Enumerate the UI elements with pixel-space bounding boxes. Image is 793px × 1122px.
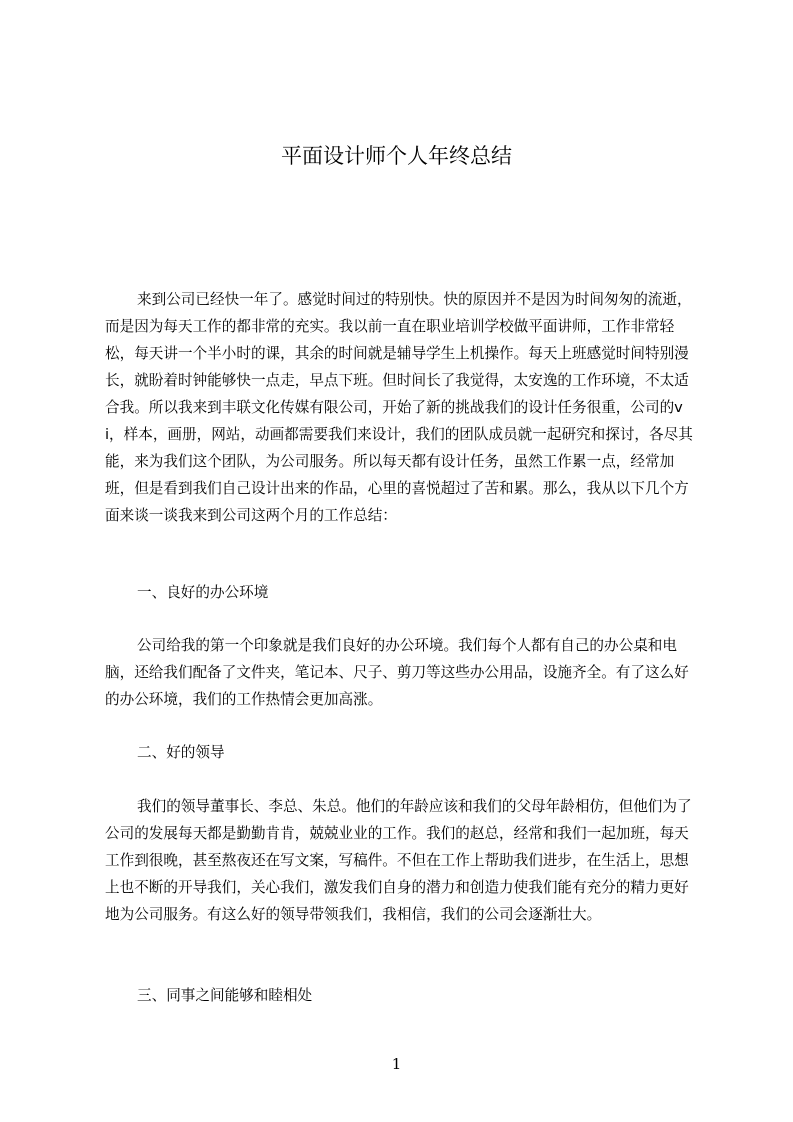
- document-title: 平面设计师个人年终总结: [281, 144, 512, 168]
- section-heading-office-environment: 一、良好的办公环境: [137, 584, 269, 601]
- page-number: 1: [391, 1055, 402, 1073]
- section-heading-colleagues: 三、同事之间能够和睦相处: [137, 987, 313, 1004]
- intro-paragraph: 来到公司已经快一年了。感觉时间过的特别快。快的原因并不是因为时间匆匆的流逝，而是因为每天工作的都非常的充实。我以前一直在职业培训学校做平面讲师，工作非常轻松，每天讲一个半小时的课，其余的时间就是辅导学生上机操作。每天上班感觉时间特别漫长，就盼着时钟能够快一点走，早点下班。但时间长了我觉得，太安逸的工作环境，不太适合我。所以我来到丰联文化传媒有限公司，开始了新的挑战我们的设计任务很重，公司的vi，样本，画册，网站，动画都需要我们来设计，我们的团队成员就一起研究和探讨，各尽其能，来为我们这个团队，为公司服务。所以每天都有设计任务，虽然工作累一点，经常加班，但是看到我们自己设计出来的作品，心里的喜悦超过了苦和累。那么，我从以下几个方面来谈一谈我来到公司这两个月的工作总结：: [105, 291, 693, 524]
- section-heading-good-leadership: 二、好的领导: [137, 744, 225, 761]
- good-leadership-paragraph: 我们的领导董事长、李总、朱总。他们的年龄应该和我们的父母年龄相仿，但他们为了公司的发展每天都是勤勤肯肯，兢兢业业的工作。我们的赵总，经常和我们一起加班，每天工作到很晚，甚至熬夜还在写文案，写稿件。不但在工作上帮助我们进步，在生活上，思想上也不断的开导我们，关心我们，激发我们自身的潜力和创造力使我们能有充分的精力更好地为公司服务。有这么好的领导带领我们，我相信，我们的公司会逐渐壮大。: [105, 798, 692, 923]
- office-environment-paragraph: 公司给我的第一个印象就是我们良好的办公环境。我们每个人都有自己的办公桌和电脑，还给我们配备了文件夹，笔记本、尺子、剪刀等这些办公用品，设施齐全。有了这么好的办公环境，我们的工作热情会更加高涨。: [105, 637, 689, 708]
